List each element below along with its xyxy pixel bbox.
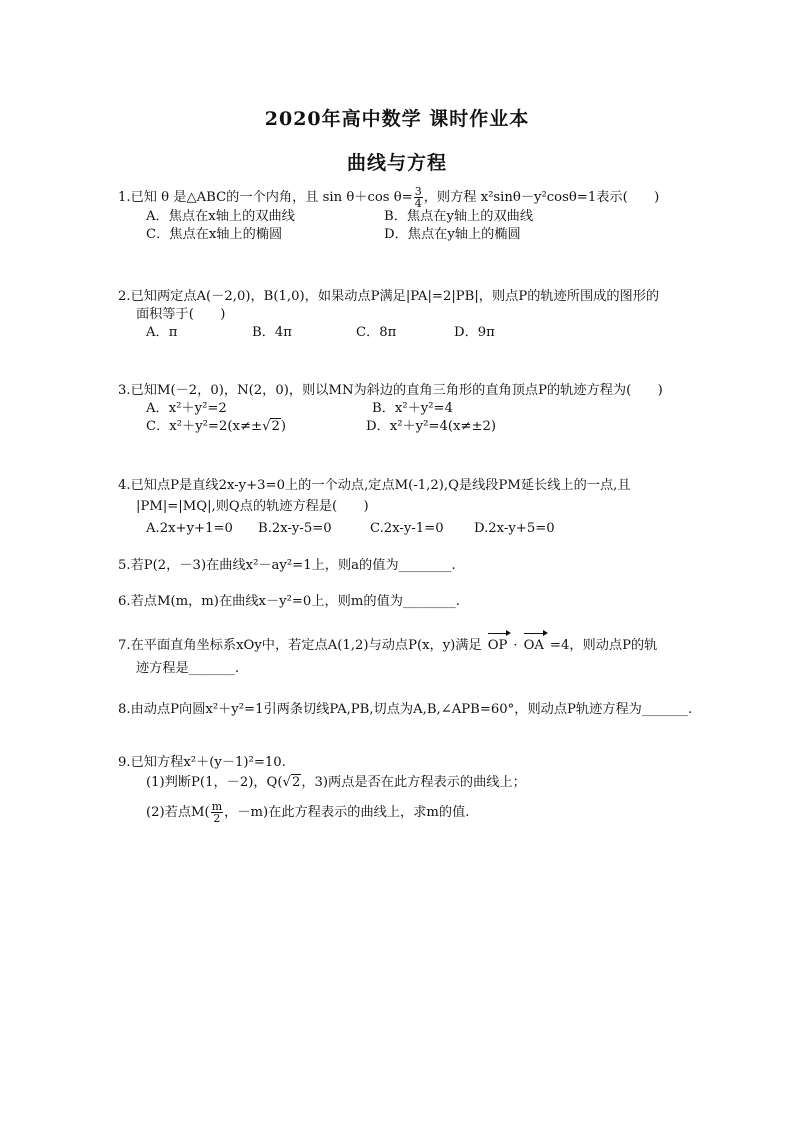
option-c: C．焦点在x轴上的椭圆: [146, 227, 283, 242]
option-c: C.2x-y-1=0: [370, 521, 444, 536]
question-8-stem: 8.由动点P向圆x²＋y²=1引两条切线PA,PB,切点为A,B,∠APB=60°，则动点P轨迹方程为_______.: [118, 702, 693, 717]
question-2: [118, 288, 718, 342]
option-b: B．x²＋y²=4: [372, 401, 453, 416]
question-5: [118, 557, 718, 575]
fraction-m-over-2: $\frac{m}{2}$: [211, 800, 223, 825]
question-4-stem-line-2: |PM|=|MQ|,则Q点的轨迹方程是( ): [136, 499, 369, 514]
question-1: [118, 186, 718, 244]
question-3-options-row-2: [118, 418, 718, 436]
page-subtitle: 曲线与方程: [346, 152, 447, 174]
option-a: A．x²＋y²=2: [146, 401, 227, 416]
option-c: C．8π: [356, 325, 397, 340]
question-9: [118, 754, 718, 826]
option-a: A．π: [146, 325, 178, 340]
question-3: [118, 382, 718, 436]
question-2-stem-line-2: 面积等于( ): [136, 307, 226, 322]
vector-op: OP: [487, 638, 508, 653]
question-6: [118, 593, 718, 611]
question-7-stem-line-2: 迹方程是_______.: [136, 661, 240, 676]
option-d: D．x²＋y²=4(x≠±2): [366, 419, 497, 434]
option-a: A．焦点在x轴上的双曲线: [146, 209, 295, 224]
option-a: A.2x+y+1=0: [146, 521, 233, 536]
question-3-stem: 3.已知M(－2，0)，N(2，0)，则以MN为斜边的直角三角形的直角顶点P的轨迹方程为( ): [118, 383, 663, 398]
option-b: B．焦点在y轴上的双曲线: [384, 209, 534, 224]
question-1-options-row-2: [118, 226, 718, 244]
question-9-stem: 9.已知方程x²＋(y－1)²=10.: [118, 755, 286, 770]
option-b: B.2x-y-5=0: [258, 521, 332, 536]
question-1-stem: 1.已知 θ 是△ABC的一个内角，且 sin θ＋cos θ= $\frac{3}{4}$ ，则方程 x²sinθ－y²cosθ=1表示( ): [118, 185, 660, 210]
question-1-options-row-1: [118, 208, 718, 226]
vector-oa: OA: [523, 638, 544, 653]
question-2-options: [118, 324, 718, 342]
sqrt-symbol: √2: [262, 419, 280, 434]
question-4: [118, 477, 718, 538]
fraction-three-quarters: $\frac{3}{4}$: [414, 185, 422, 210]
question-3-options-row-1: [118, 400, 718, 418]
option-d: D．焦点在y轴上的椭圆: [384, 227, 521, 242]
option-d: D.2x-y+5=0: [474, 521, 555, 536]
question-8: [118, 701, 718, 719]
question-9-part-2: (2)若点M( $\frac{m}{2}$ ，－m)在此方程表示的曲线上，求m的值.: [146, 800, 470, 825]
question-5-stem: 5.若P(2，－3)在曲线x²－ay²=1上，则a的值为________.: [118, 558, 456, 573]
question-9-part-1: (1)判断P(1，－2)，Q(√2，3)两点是否在此方程表示的曲线上；: [146, 775, 526, 790]
option-b: B．4π: [252, 325, 292, 340]
question-2-stem-line-1: 2.已知两定点A(－2,0)，B(1,0)，如果动点P满足|PA|=2|PB|，则点P的轨迹所围成的图形的: [118, 289, 660, 304]
option-c: C．x²＋y²=2(x≠±√2): [146, 419, 287, 434]
question-4-options: [118, 520, 718, 538]
question-4-stem-line-1: 4.已知点P是直线2x-y+3=0上的一个动点,定点M(-1,2),Q是线段PM延长线上的一点,且: [118, 478, 631, 493]
sqrt-symbol: √2: [282, 775, 301, 790]
question-7: [118, 637, 718, 678]
option-d: D．9π: [454, 325, 495, 340]
page-title: 2020年高中数学 课时作业本: [264, 108, 530, 130]
question-6-stem: 6.若点M(m，m)在曲线x－y²=0上，则m的值为________.: [118, 594, 460, 609]
question-7-stem-line-1: 7.在平面直角坐标系xOy中，若定点A(1,2)与动点P(x，y)满足 OP · OA =4，则动点P的轨: [118, 638, 658, 653]
